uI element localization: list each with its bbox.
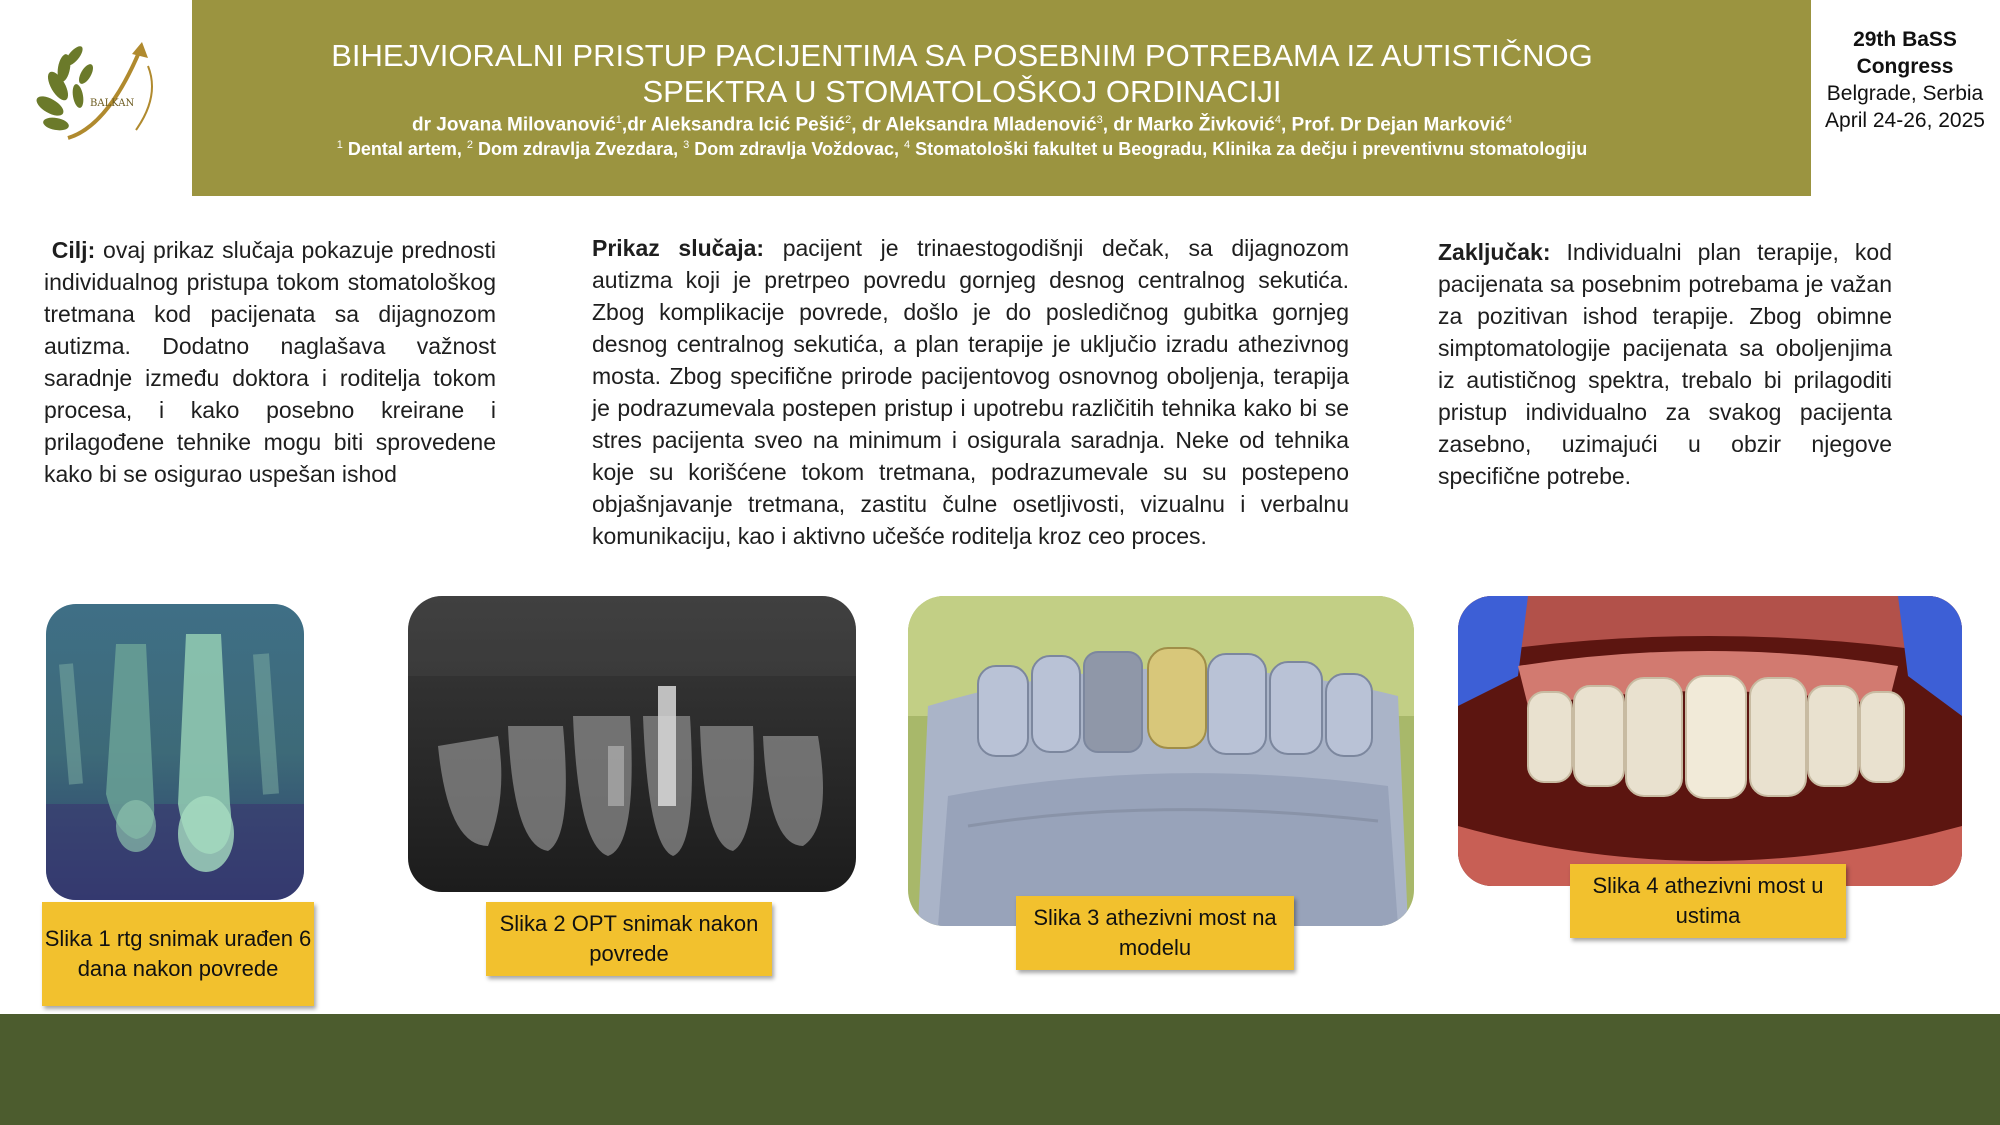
affiliation: Dental artem, — [347, 139, 462, 159]
caption-slika-3: Slika 3 athezivni most na modelu — [1016, 896, 1294, 970]
xray-periapical-image — [46, 604, 304, 900]
poster-title — [252, 38, 1672, 110]
cilj-section — [44, 234, 496, 490]
title-line-1: BIHEJVIORALNI PRISTUP PACIJENTIMA SA POSEBNIM POTREBAMA IZ AUTISTIČNOG — [331, 38, 1593, 73]
congress-line-2: Congress — [1856, 55, 1954, 78]
author-name: Prof. Dr Dejan Marković — [1291, 114, 1506, 136]
affiliation: Stomatološki fakultet u Beogradu, Klinika za dečju i preventivnu stomatologiju — [915, 139, 1588, 159]
author-sup: 3 — [1096, 114, 1103, 126]
zakljucak-label: Zaključak: — [1438, 239, 1551, 265]
author-sup: 4 — [1274, 114, 1281, 126]
affil-sup: 2 — [466, 139, 474, 151]
zakljucak-section — [1438, 236, 1892, 492]
congress-dates: April 24-26, 2025 — [1825, 109, 1985, 132]
author-name: dr Marko Živković — [1113, 114, 1275, 136]
author-name: dr Aleksandra Icić Pešić — [627, 114, 846, 136]
prikaz-section — [592, 232, 1349, 552]
footer-band — [0, 1014, 2000, 1125]
author-name: dr Jovana Milovanović — [412, 114, 616, 136]
affil-sup: 3 — [683, 139, 690, 151]
affiliation: Dom zdravlja Voždovac, — [694, 139, 900, 159]
author-name: dr Aleksandra Mladenović — [861, 114, 1097, 136]
author-sup: 4 — [1505, 114, 1512, 126]
affil-sup: 1 — [336, 139, 343, 151]
model-bridge-image — [908, 596, 1414, 926]
congress-line-1: 29th BaSS — [1853, 28, 1957, 51]
caption-slika-2: Slika 2 OPT snimak nakon povrede — [486, 902, 772, 976]
svg-text:BALKAN: BALKAN — [90, 98, 135, 109]
bass-logo — [28, 26, 170, 152]
cilj-label: Cilj: — [51, 237, 96, 263]
title-line-2: SPEKTRA U STOMATOLOŠKOJ ORDINACIJI — [642, 74, 1282, 109]
authors-line: dr Jovana Milovanović$^1$,dr Aleksandra Icić Pešić$^2$, dr Aleksandra Mladenović$^3$, dr Marko Živković$^4$, Prof. Dr Dejan Marković$^4$ — [412, 114, 1512, 136]
xray-opt-image — [408, 596, 856, 892]
congress-info — [1812, 26, 1998, 134]
congress-location: Belgrade, Serbia — [1826, 82, 1984, 105]
author-sup: 2 — [845, 114, 852, 126]
affiliations-line — [252, 133, 1672, 161]
affil-sup: 4 — [904, 139, 911, 151]
author-sup: 1 — [615, 114, 622, 126]
prikaz-label: Prikaz slučaja: — [592, 235, 765, 261]
zakljucak-text: Individualni plan terapije, kod pacijenata sa posebnim potrebama je važan za pozitivan ishod terapije. Zbog obimne simptomatologije pacijenata sa oboljenjima iz autističnog spektra, trebalo bi prilagoditi pristup individualno za svakog pacijenta zasebno, uzimajući u obzir njegove specifične potrebe. — [1438, 239, 1892, 489]
cilj-text: ovaj prikaz slučaja pokazuje prednosti individualnog pristupa tokom stomatološkog tretmana kod pacijenata sa dijagnozom autizma. Dodatno naglašava važnost saradnje između doktora i roditelja tokom procesa, i kako posebno kreirane i prilagođene tehnike mogu biti sprovedene kako bi se osigurao uspešan ishod — [44, 237, 497, 487]
affiliation: Dom zdravlja Zvezdara, — [478, 139, 679, 159]
prikaz-text: pacijent je trinaestogodišnji dečak, sa dijagnozom autizma koji je pretrpeo povredu gornjeg desnog centralnog sekutića. Zbog komplikacije povrede, došlo je do posledičnog gubitka gornjeg desnog centralnog sekutića, a plan terapije je uključio izradu athezivnog mosta. Zbog specifične prirode pacijentovog osnovnog oboljenja, terapija je podrazumevala postepen pristup i upotrebu različitih tehnika kako bi se stres pacijenta sveo na minimum i osigurala saradnja. Neke od tehnika koje su korišćene tokom tretmana, podrazumevale su su postepeno objašnjavanje tretmana, zastitu čulne osetljivosti, vizualnu i verbalnu komunikaciju, kao i aktivno učešće roditelja kroz ceo proces. — [592, 235, 1350, 549]
caption-slika-1: Slika 1 rtg snimak urađen 6 dana nakon povrede — [42, 902, 314, 1006]
caption-slika-4: Slika 4 athezivni most u ustima — [1570, 864, 1846, 938]
intraoral-bridge-image — [1458, 596, 1962, 886]
